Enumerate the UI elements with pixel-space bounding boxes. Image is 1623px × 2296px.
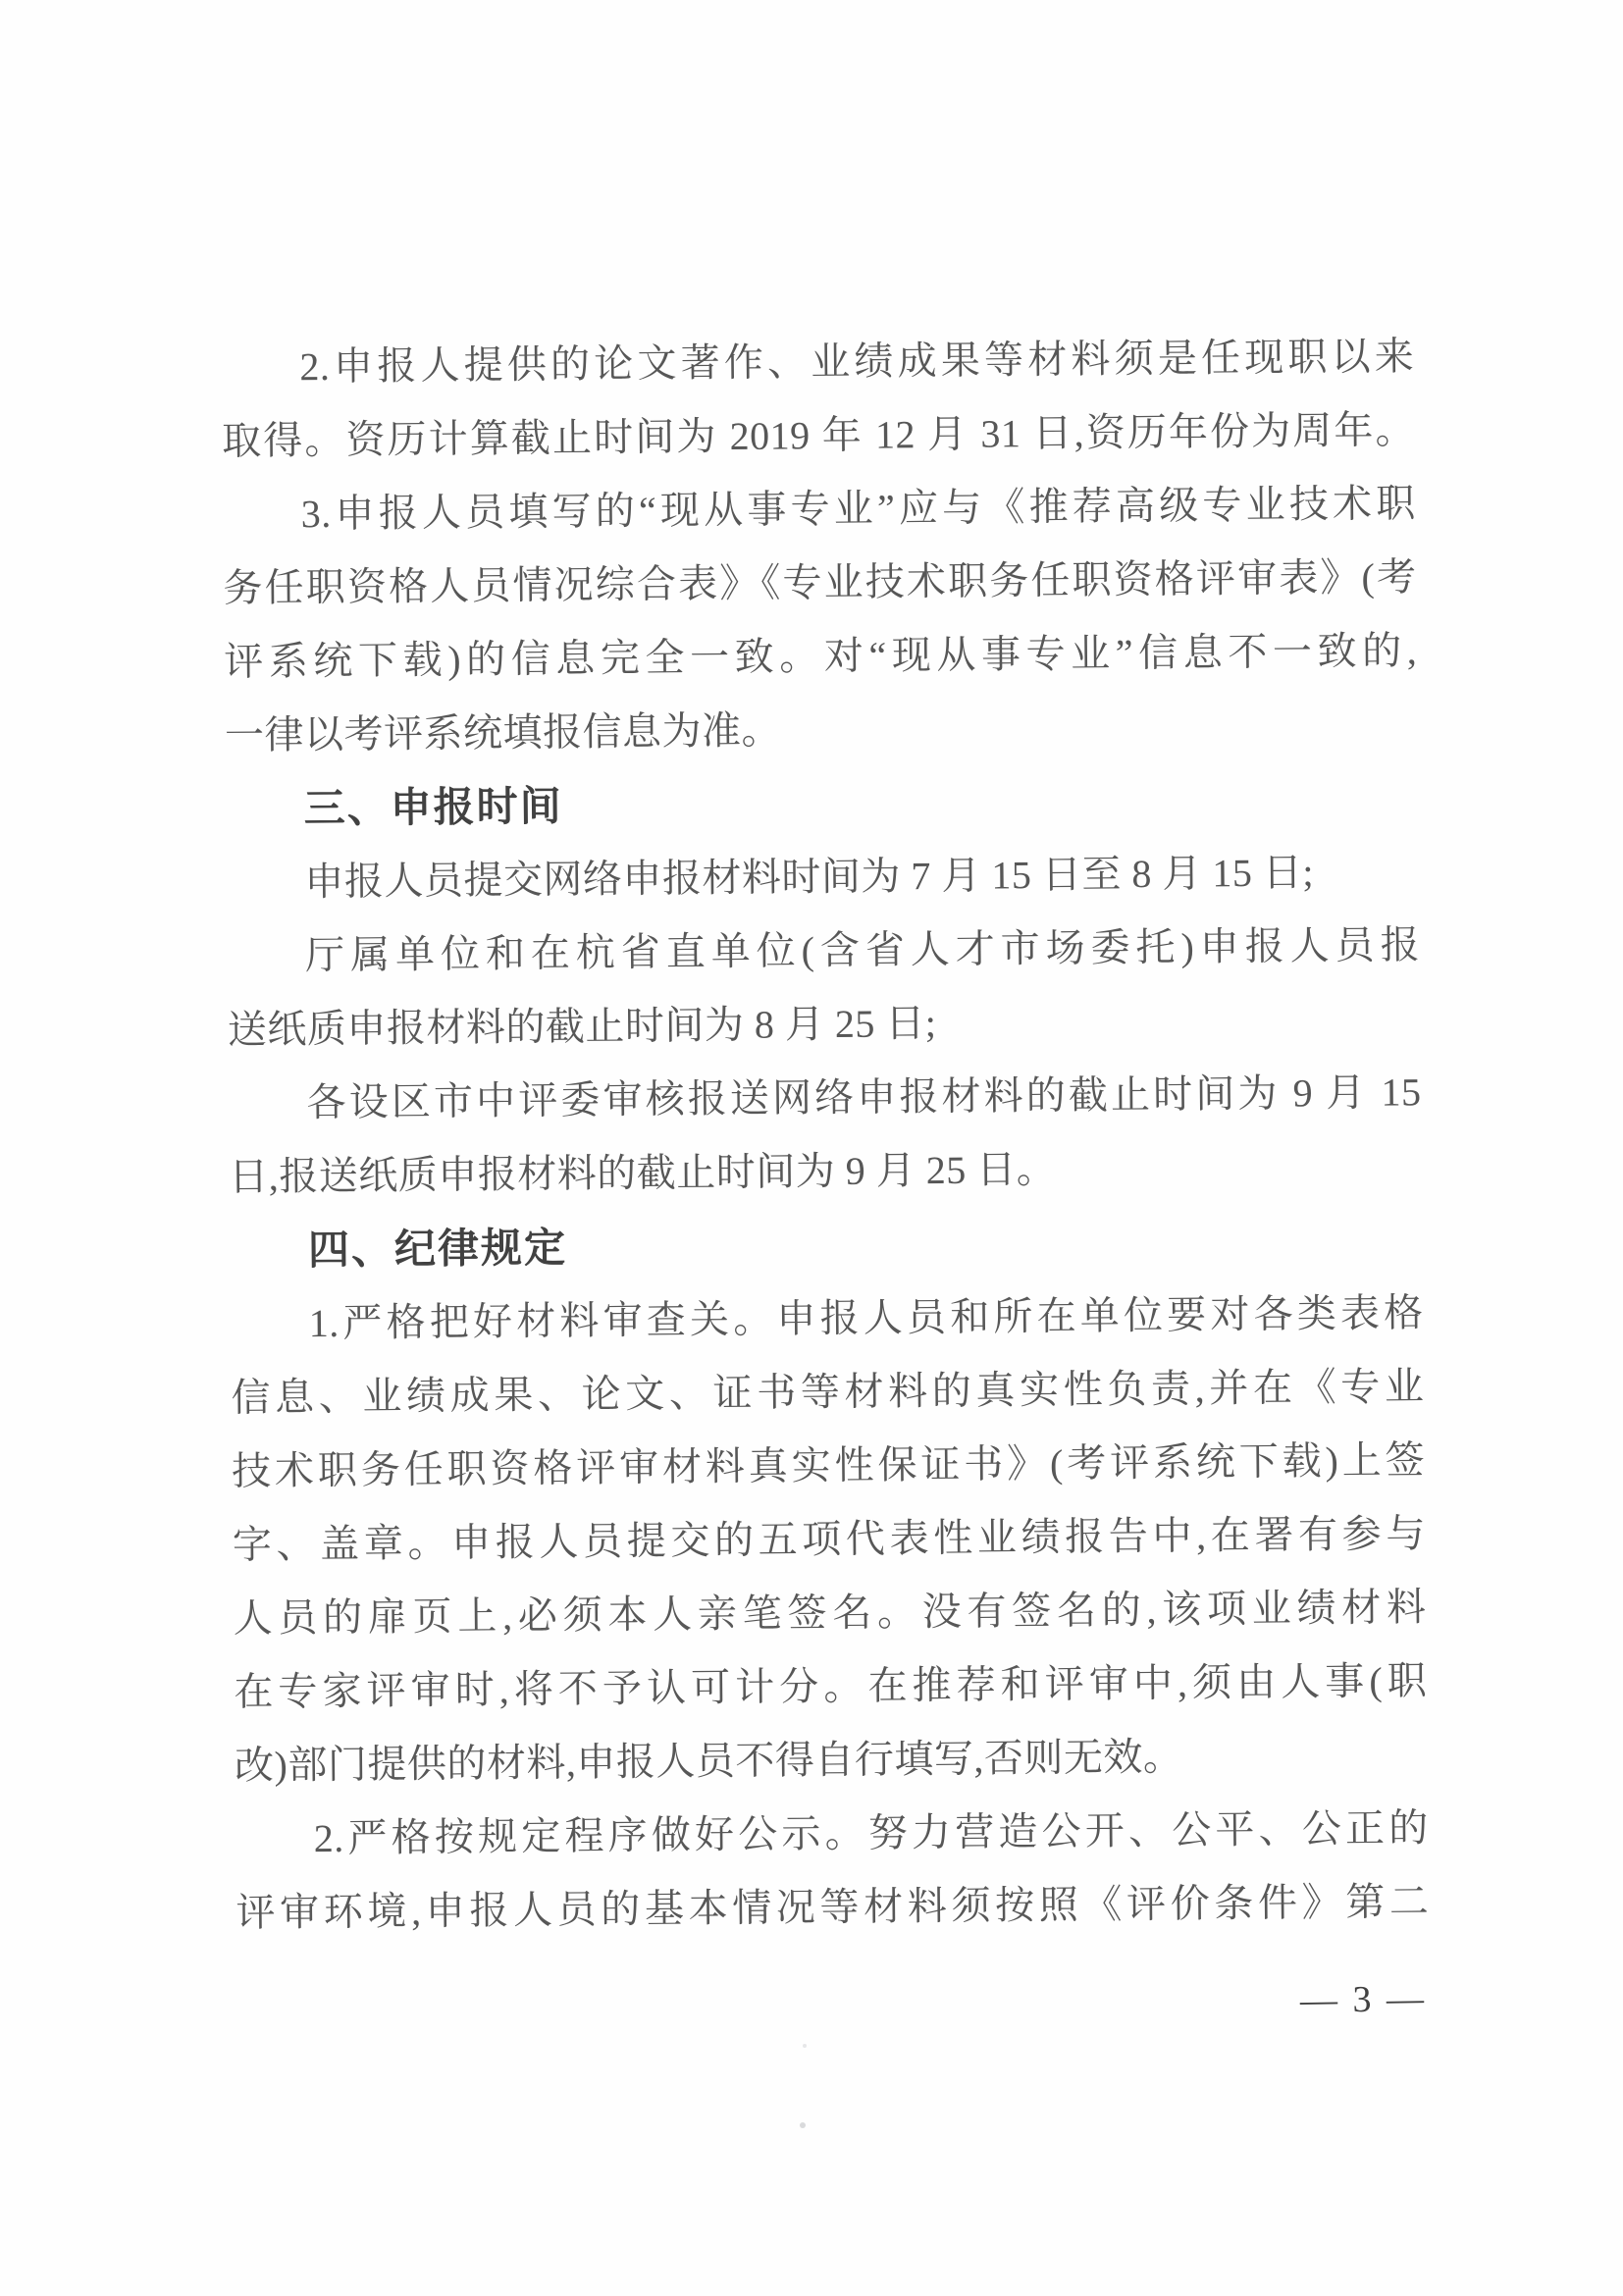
text-line: 各设区市中评委审核报送网络申报材料的截止时间为 9 月 15 bbox=[306, 1070, 1422, 1125]
text-line: 厅属单位和在杭省直单位(含省人才市场委托)申报人员报 bbox=[304, 922, 1421, 978]
text-line: 务任职资格人员情况综合表》《专业技术职务任职资格评审表》(考 bbox=[223, 554, 1417, 610]
text-line: 1.严格把好材料审查关。申报人员和所在单位要对各类表格 bbox=[308, 1290, 1424, 1346]
text-line: 字、盖章。申报人员提交的五项代表性业绩报告中,在署有参与 bbox=[232, 1511, 1427, 1567]
text-line: 在专家评审时,将不予认可计分。在推荐和评审中,须由人事(职 bbox=[234, 1658, 1428, 1714]
text-line: 人员的扉页上,必须本人亲笔签名。没有签名的,该项业绩材料 bbox=[233, 1585, 1427, 1641]
document-body bbox=[221, 319, 1430, 1950]
text-line: 一律以考评系统填报信息为准。 bbox=[224, 707, 782, 757]
scan-speck bbox=[800, 2122, 806, 2128]
text-line: 评审环境,申报人员的基本情况等材料须按照《评价条件》第二 bbox=[236, 1879, 1430, 1935]
text-line: 信息、业绩成果、论文、证书等材料的真实性负责,并在《专业 bbox=[231, 1364, 1425, 1420]
text-line: 2.申报人提供的论文著作、业绩成果等材料须是任现职以来 bbox=[299, 334, 1415, 390]
section-heading: 三、申报时间 bbox=[303, 782, 563, 832]
text-line: 3.申报人员填写的“现从事专业”应与《推荐高级专业技术职 bbox=[300, 481, 1416, 537]
text-line: 日,报送纸质申报材料的截止时间为 9 月 25 日。 bbox=[229, 1146, 1057, 1199]
text-line: 送纸质申报材料的截止时间为 8 月 25 日; bbox=[227, 1001, 937, 1052]
section-heading: 四、纪律规定 bbox=[307, 1224, 568, 1274]
text-line: 评系统下载)的信息完全一致。对“现从事专业”信息不一致的, bbox=[224, 628, 1418, 684]
text-line: 取得。资历计算截止时间为 2019 年 12 月 31 日,资历年份为周年。 bbox=[221, 407, 1416, 463]
page-number: — 3 — bbox=[1299, 1978, 1428, 2021]
text-line: 申报人员提交网络申报材料时间为 7 月 15 日至 8 月 15 日; bbox=[304, 850, 1315, 905]
scan-speck bbox=[803, 2044, 807, 2048]
text-line: 改)部门提供的材料,申报人员不得自行填写,否则无效。 bbox=[234, 1734, 1183, 1788]
text-line: 2.严格按规定程序做好公示。努力营造公开、公平、公正的 bbox=[313, 1805, 1429, 1861]
text-line: 技术职务任职资格评审材料真实性保证书》(考评系统下载)上签 bbox=[231, 1437, 1426, 1493]
